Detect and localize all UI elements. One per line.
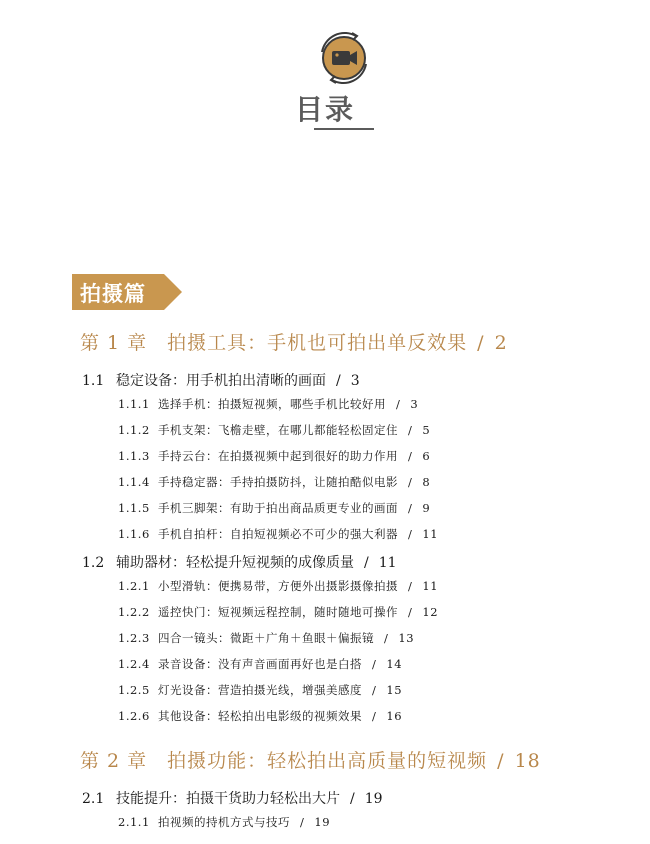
- toc-entry-l2[interactable]: 1.2.2 遥控快门：短视频远程控制，随时随地可操作 / 12: [118, 605, 439, 619]
- entry-title: 手持云台：在拍摄视频中起到很好的助力作用: [158, 449, 398, 463]
- toc-entry-l2[interactable]: 1.1.2 手机支架：飞檐走壁，在哪儿都能轻松固定住 / 5: [118, 423, 431, 437]
- entry-page: 11: [422, 527, 439, 541]
- entry-page: 5: [422, 423, 431, 437]
- entry-title: 遥控快门：短视频远程控制，随时随地可操作: [158, 605, 398, 619]
- entry-title: 小型滑轨：便携易带，方便外出摄影摄像拍摄: [158, 579, 398, 593]
- entry-title: 技能提升：拍摄干货助力轻松出大片: [116, 791, 340, 807]
- entry-number: 1.1.2: [118, 423, 150, 437]
- entry-page: 16: [386, 709, 403, 723]
- toc-entry-l1[interactable]: 1.1 稳定设备：用手机拍出清晰的画面 / 3: [82, 373, 360, 389]
- entry-page: 6: [422, 449, 431, 463]
- toc-entry-l2[interactable]: 1.1.1 选择手机：拍摄短视频，哪些手机比较好用 / 3: [118, 397, 419, 411]
- entry-number: 2.1: [82, 791, 105, 807]
- entry-page: 12: [422, 605, 439, 619]
- toc-entry-l2[interactable]: 1.1.3 手持云台：在拍摄视频中起到很好的助力作用 / 6: [118, 449, 431, 463]
- entry-number: 1.1: [82, 373, 105, 389]
- entry-title: 稳定设备：用手机拍出清晰的画面: [116, 373, 326, 389]
- toc-entry-l2[interactable]: 1.2.4 录音设备：没有声音画面再好也是白搭 / 14: [118, 657, 403, 671]
- entry-page: 3: [350, 373, 360, 389]
- entry-title: 手机支架：飞檐走壁，在哪儿都能轻松固定住: [158, 423, 398, 437]
- toc-entry-l1[interactable]: 1.2 辅助器材：轻松提升短视频的成像质量 / 11: [82, 555, 397, 571]
- entry-page: 13: [398, 631, 415, 645]
- entry-title: 拍视频的持机方式与技巧: [158, 815, 290, 829]
- entry-page: 9: [422, 501, 431, 515]
- entry-page: 3: [410, 397, 419, 411]
- entry-title: 辅助器材：轻松提升短视频的成像质量: [116, 555, 354, 571]
- section-banner: [72, 274, 182, 310]
- entry-title: 手持稳定器：手持拍摄防抖，让随拍酷似电影: [158, 475, 398, 489]
- entry-number: 1.2.5: [118, 683, 150, 697]
- chapter-title: 第 2 章 拍摄功能：轻松拍出高质量的短视频: [80, 750, 488, 772]
- entry-title: 手机三脚架：有助于拍出商品质更专业的画面: [158, 501, 398, 515]
- chapter-page: 2: [494, 332, 508, 354]
- page-title: 目录: [294, 93, 355, 126]
- entry-title: 四合一镜头：微距＋广角＋鱼眼＋偏振镜: [158, 631, 374, 645]
- title-underline: [314, 128, 374, 130]
- toc-entry-l2[interactable]: 1.2.5 灯光设备：营造拍摄光线，增强美感度 / 15: [118, 683, 403, 697]
- entry-title: 选择手机：拍摄短视频，哪些手机比较好用: [158, 397, 386, 411]
- entry-number: 1.2.1: [118, 579, 150, 593]
- toc-entry-l2[interactable]: 1.1.6 手机自拍杆：自拍短视频必不可少的强大利器 / 11: [118, 527, 439, 541]
- entry-number: 1.1.1: [118, 397, 150, 411]
- chapter-heading[interactable]: 第 1 章 拍摄工具：手机也可拍出单反效果 / 2: [80, 332, 508, 354]
- entry-page: 11: [422, 579, 439, 593]
- entry-page: 19: [364, 791, 383, 807]
- video-camera-rotate-icon: [316, 30, 372, 86]
- entry-number: 1.2: [82, 555, 105, 571]
- entry-title: 手机自拍杆：自拍短视频必不可少的强大利器: [158, 527, 398, 541]
- entry-page: 8: [422, 475, 431, 489]
- entry-page: 15: [386, 683, 403, 697]
- entry-page: 11: [378, 555, 397, 571]
- entry-title: 录音设备：没有声音画面再好也是白搭: [158, 657, 362, 671]
- entry-number: 1.2.3: [118, 631, 150, 645]
- entry-number: 1.1.3: [118, 449, 150, 463]
- toc-entry-l2[interactable]: 2.1.1 拍视频的持机方式与技巧 / 19: [118, 815, 331, 829]
- entry-number: 1.2.6: [118, 709, 150, 723]
- chapter-page: 18: [514, 750, 541, 772]
- chapter-heading[interactable]: 第 2 章 拍摄功能：轻松拍出高质量的短视频 / 18: [80, 750, 541, 772]
- toc-entry-l2[interactable]: 1.2.3 四合一镜头：微距＋广角＋鱼眼＋偏振镜 / 13: [118, 631, 415, 645]
- entry-number: 1.2.4: [118, 657, 150, 671]
- entry-number: 1.1.5: [118, 501, 150, 515]
- toc-entry-l2[interactable]: 1.1.4 手持稳定器：手持拍摄防抖，让随拍酷似电影 / 8: [118, 475, 431, 489]
- toc-entry-l2[interactable]: 1.2.1 小型滑轨：便携易带，方便外出摄影摄像拍摄 / 11: [118, 579, 439, 593]
- entry-page: 14: [386, 657, 403, 671]
- entry-number: 1.1.4: [118, 475, 150, 489]
- entry-number: 1.1.6: [118, 527, 150, 541]
- entry-number: 2.1.1: [118, 815, 150, 829]
- entry-number: 1.2.2: [118, 605, 150, 619]
- entry-title: 其他设备：轻松拍出电影级的视频效果: [158, 709, 362, 723]
- toc-entry-l2[interactable]: 1.1.5 手机三脚架：有助于拍出商品质更专业的画面 / 9: [118, 501, 431, 515]
- entry-page: 19: [314, 815, 331, 829]
- toc-entry-l2[interactable]: 1.2.6 其他设备：轻松拍出电影级的视频效果 / 16: [118, 709, 403, 723]
- section-label: 拍摄篇: [80, 282, 146, 306]
- toc-entry-l1[interactable]: 2.1 技能提升：拍摄干货助力轻松出大片 / 19: [82, 791, 383, 807]
- entry-title: 灯光设备：营造拍摄光线，增强美感度: [158, 683, 362, 697]
- chapter-title: 第 1 章 拍摄工具：手机也可拍出单反效果: [80, 332, 468, 354]
